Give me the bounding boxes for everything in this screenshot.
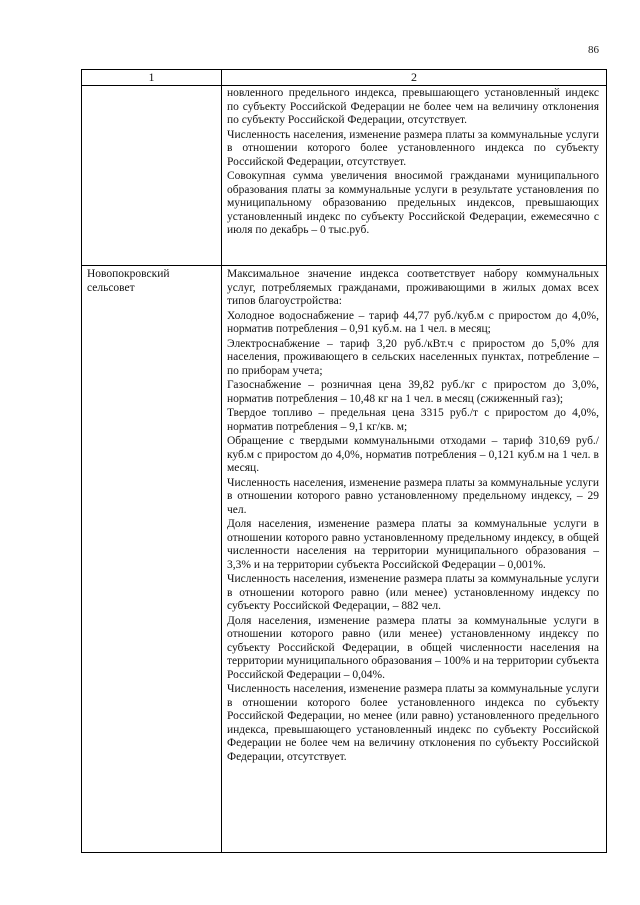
row-1-paragraph: Численность населения, изменение размера платы за коммунальные услуги в отношении которого более установленного индекса по субъекту Российской Федерации, отсутствует. — [227, 128, 599, 168]
column-header-2: 2 — [411, 70, 417, 84]
row-1-description-cell — [227, 87, 599, 238]
row-2-paragraph: Численность населения, изменение размера платы за коммунальные услуги в отношении которого более установленного индекса по субъекту Российской Федерации, но менее (или равно) установленного предельного индекса, превышающего установленный индекс по субъекту Российской Федерации не более чем на величину отклонения по субъекту Российской Федерации, отсутствует. — [227, 683, 599, 763]
row-1-paragraph: Совокупная сумма увеличения вносимой гражданами муниципального образования платы за коммунальные услуги в результате установления по муниципальному образованию предельных индексов, превышающих установленный индекс по субъекту Российской Федерации, ежемесячно с июля по декабрь – 0 тыс.руб. — [227, 170, 599, 236]
row-2-paragraph: Твердое топливо – предельная цена 3315 руб./т с приростом до 4,0%, норматив потребления – 9,1 кг/кв. м; — [227, 407, 599, 433]
row-2-paragraph: Электроснабжение – тариф 3,20 руб./кВт.ч с приростом до 5,0% для населения, проживающего в сельских населенных пунктах, потребление – по приборам учета; — [227, 337, 599, 377]
row-2-paragraph: Обращение с твердыми коммунальными отходами – тариф 310,69 руб./куб.м с приростом до 4,0%, норматив потребления – 0,121 куб.м на 1 чел. в месяц. — [227, 435, 599, 474]
row-2-paragraph: Численность населения, изменение размера платы за коммунальные услуги в отношении которого равно установленному предельному индексу, – 29 чел. — [227, 476, 599, 516]
page-number: 86 — [588, 44, 599, 56]
row-2-paragraph: Холодное водоснабжение – тариф 44,77 руб./куб.м с приростом до 4,0%, норматив потребления – 0,91 куб.м. на 1 чел. в месяц; — [227, 309, 599, 335]
row-2-paragraph: Максимальное значение индекса соответствует набору коммунальных услуг, потребляемых гражданами, проживающими в жилых домах всех типов благоустройства: — [227, 268, 599, 307]
document-table — [81, 69, 607, 853]
column-divider — [221, 70, 222, 852]
column-header-1: 1 — [148, 70, 155, 84]
row-2-paragraph: Численность населения, изменение размера платы за коммунальные услуги в отношении которого равно (или менее) установленному индексу по субъекту Российской Федерации, – 882 чел. — [227, 573, 599, 612]
row-2-paragraph: Доля населения, изменение размера платы за коммунальные услуги в отношении которого равно установленному предельному индексу, в общей численности населения на территории муниципального образования – 3,3% и на территории субъекта Российской Федерации – 0,001%. — [227, 518, 599, 571]
table-header-row — [82, 70, 606, 86]
row-divider — [82, 265, 606, 266]
row-1-paragraph: новленного предельного индекса, превышающего установленный индекс по субъекту Российской Федерации не более чем на величину отклонения по субъекту Российской Федерации, отсутствует. — [227, 87, 599, 126]
row-2-paragraph: Газоснабжение – розничная цена 39,82 руб./кг с приростом до 3,0%, норматив потребления – 10,48 кг на 1 чел. в месяц (сжиженный газ); — [227, 379, 599, 405]
row-2-description-cell — [227, 268, 599, 764]
row-2-settlement-cell: Новопокровский сельсовет — [87, 268, 170, 294]
row-2-paragraph: Доля населения, изменение размера платы за коммунальные услуги в отношении которого равно (или менее) установленному индексу по субъекту Российской Федерации, в общей численности населения на территории муниципального образования – 100% и на территории субъекта Российской Федерации – 0,04%. — [227, 614, 599, 681]
